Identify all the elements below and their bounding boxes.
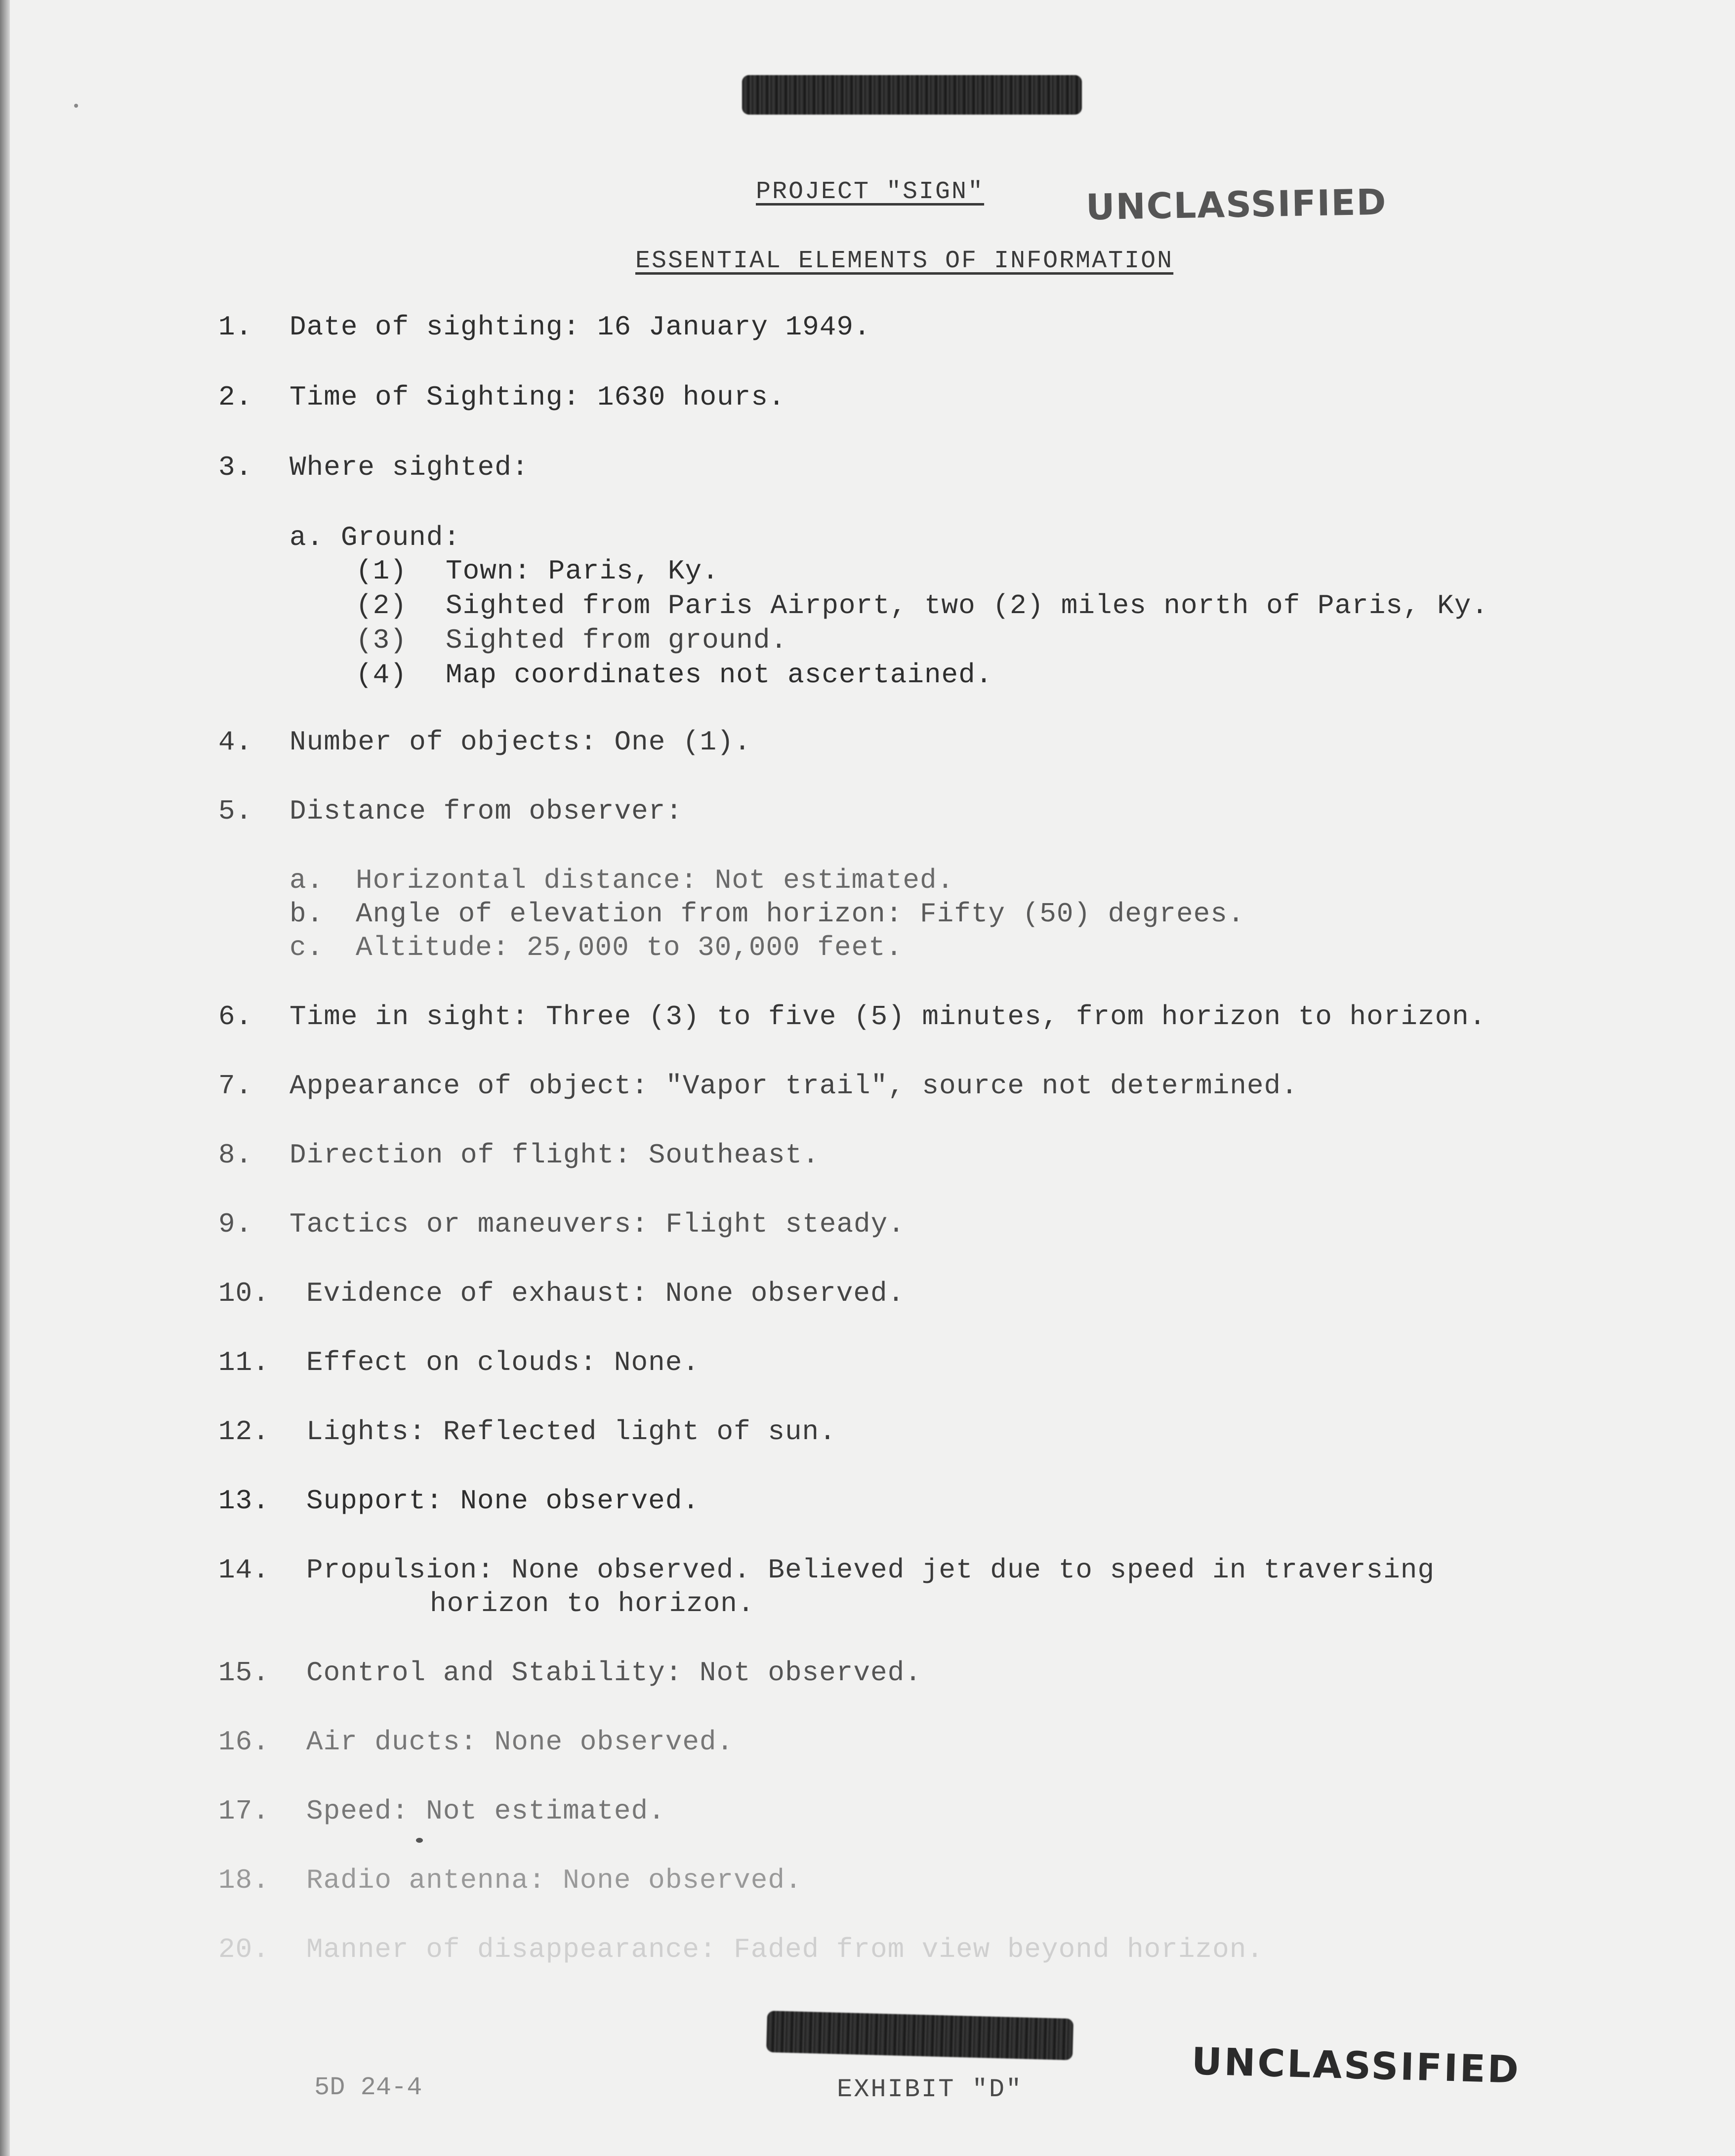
item-text: Appearance of object: "Vapor trail", source not determined.: [289, 1070, 1298, 1102]
sub-item-text: Sighted from Paris Airport, two (2) miles north of Paris, Ky.: [446, 590, 1488, 622]
sub-item-text: Map coordinates not ascertained.: [446, 659, 993, 691]
item-text: Propulsion: None observed. Believed jet due to speed in traversing: [306, 1554, 1435, 1586]
item-text: Number of objects: One (1).: [289, 726, 751, 758]
item-number: 13.: [218, 1485, 270, 1517]
item-text: Manner of disappearance: Faded from view beyond horizon.: [306, 1934, 1264, 1965]
item-number: 6.: [218, 1001, 253, 1033]
item-number: 8.: [218, 1139, 253, 1171]
sub-item-text: Sighted from ground.: [446, 624, 788, 656]
item-text: Evidence of exhaust: None observed.: [306, 1278, 905, 1309]
item-number: 17.: [218, 1795, 270, 1827]
item-number: 4.: [218, 726, 253, 758]
redaction-bar-top: [742, 75, 1082, 115]
unclassified-stamp-bottom: UNCLASSIFIED: [1191, 2039, 1521, 2092]
ink-smudge: [416, 1838, 423, 1843]
sub-item: [289, 932, 903, 963]
item-number: 14.: [218, 1554, 270, 1586]
item-text: Support: None observed.: [306, 1485, 700, 1517]
item-text: Lights: Reflected light of sun.: [306, 1416, 836, 1448]
sub-item-letter: c.: [289, 932, 324, 963]
item-text: Direction of flight: Southeast.: [289, 1139, 820, 1171]
item-text: Air ducts: None observed.: [306, 1726, 734, 1758]
sub-item-letter: b.: [289, 898, 324, 930]
item-number: 3.: [218, 452, 253, 483]
item-number: 12.: [218, 1416, 270, 1448]
item-number: 16.: [218, 1726, 270, 1758]
sub-item-number: (3): [356, 624, 407, 656]
item-text: Where sighted:: [289, 452, 529, 483]
item-text: Tactics or maneuvers: Flight steady.: [289, 1208, 905, 1240]
item-number: 11.: [218, 1347, 270, 1378]
redaction-bar-bottom: [766, 2011, 1074, 2060]
item-number: 20.: [218, 1934, 270, 1965]
sub-item: [356, 659, 993, 691]
item-text: Effect on clouds: None.: [306, 1347, 700, 1378]
item-number: 10.: [218, 1278, 270, 1309]
sub-item-text: Altitude: 25,000 to 30,000 feet.: [356, 932, 903, 963]
sub-item-number: (2): [356, 590, 407, 622]
item-text: Speed: Not estimated.: [306, 1795, 665, 1827]
item-number: 7.: [218, 1070, 253, 1102]
page-edge-shadow: [0, 0, 10, 2156]
item-number: 2.: [218, 381, 253, 413]
item-text: Date of sighting: 16 January 1949.: [289, 311, 871, 343]
sub-item-number: (4): [356, 659, 407, 691]
ink-speck: [74, 104, 78, 108]
sub-item: [356, 555, 719, 587]
form-number: 5D 24-4: [314, 2073, 422, 2102]
where-sighted-label: a. Ground:: [289, 522, 461, 553]
sub-item-letter: a.: [289, 865, 324, 896]
sub-item: [289, 898, 1245, 930]
item-text: Time of Sighting: 1630 hours.: [289, 381, 785, 413]
item-text: Time in sight: Three (3) to five (5) minutes, from horizon to horizon.: [289, 1001, 1487, 1033]
item-number: 5.: [218, 795, 253, 827]
unclassified-stamp-top: UNCLASSIFIED: [1085, 181, 1388, 228]
item-text: Control and Stability: Not observed.: [306, 1657, 922, 1689]
item-number: 9.: [218, 1208, 253, 1240]
item-number: 18.: [218, 1865, 270, 1896]
item-number: 1.: [218, 311, 253, 343]
item-text: Distance from observer:: [289, 795, 683, 827]
list-item-continuation: horizon to horizon.: [430, 1588, 755, 1619]
item-number: 15.: [218, 1657, 270, 1689]
project-title: PROJECT "SIGN": [756, 178, 985, 206]
sub-item: [356, 624, 788, 656]
sub-item-text: Horizontal distance: Not estimated.: [356, 865, 954, 896]
sub-item-text: Angle of elevation from horizon: Fifty (50) degrees.: [356, 898, 1245, 930]
sub-item: [289, 865, 954, 896]
sub-item-text: Town: Paris, Ky.: [446, 555, 719, 587]
sub-item: [356, 590, 1488, 622]
section-title: ESSENTIAL ELEMENTS OF INFORMATION: [635, 247, 1174, 275]
item-text: Radio antenna: None observed.: [306, 1865, 802, 1896]
sub-item-number: (1): [356, 555, 407, 587]
exhibit-label: EXHIBIT "D": [837, 2075, 1023, 2104]
